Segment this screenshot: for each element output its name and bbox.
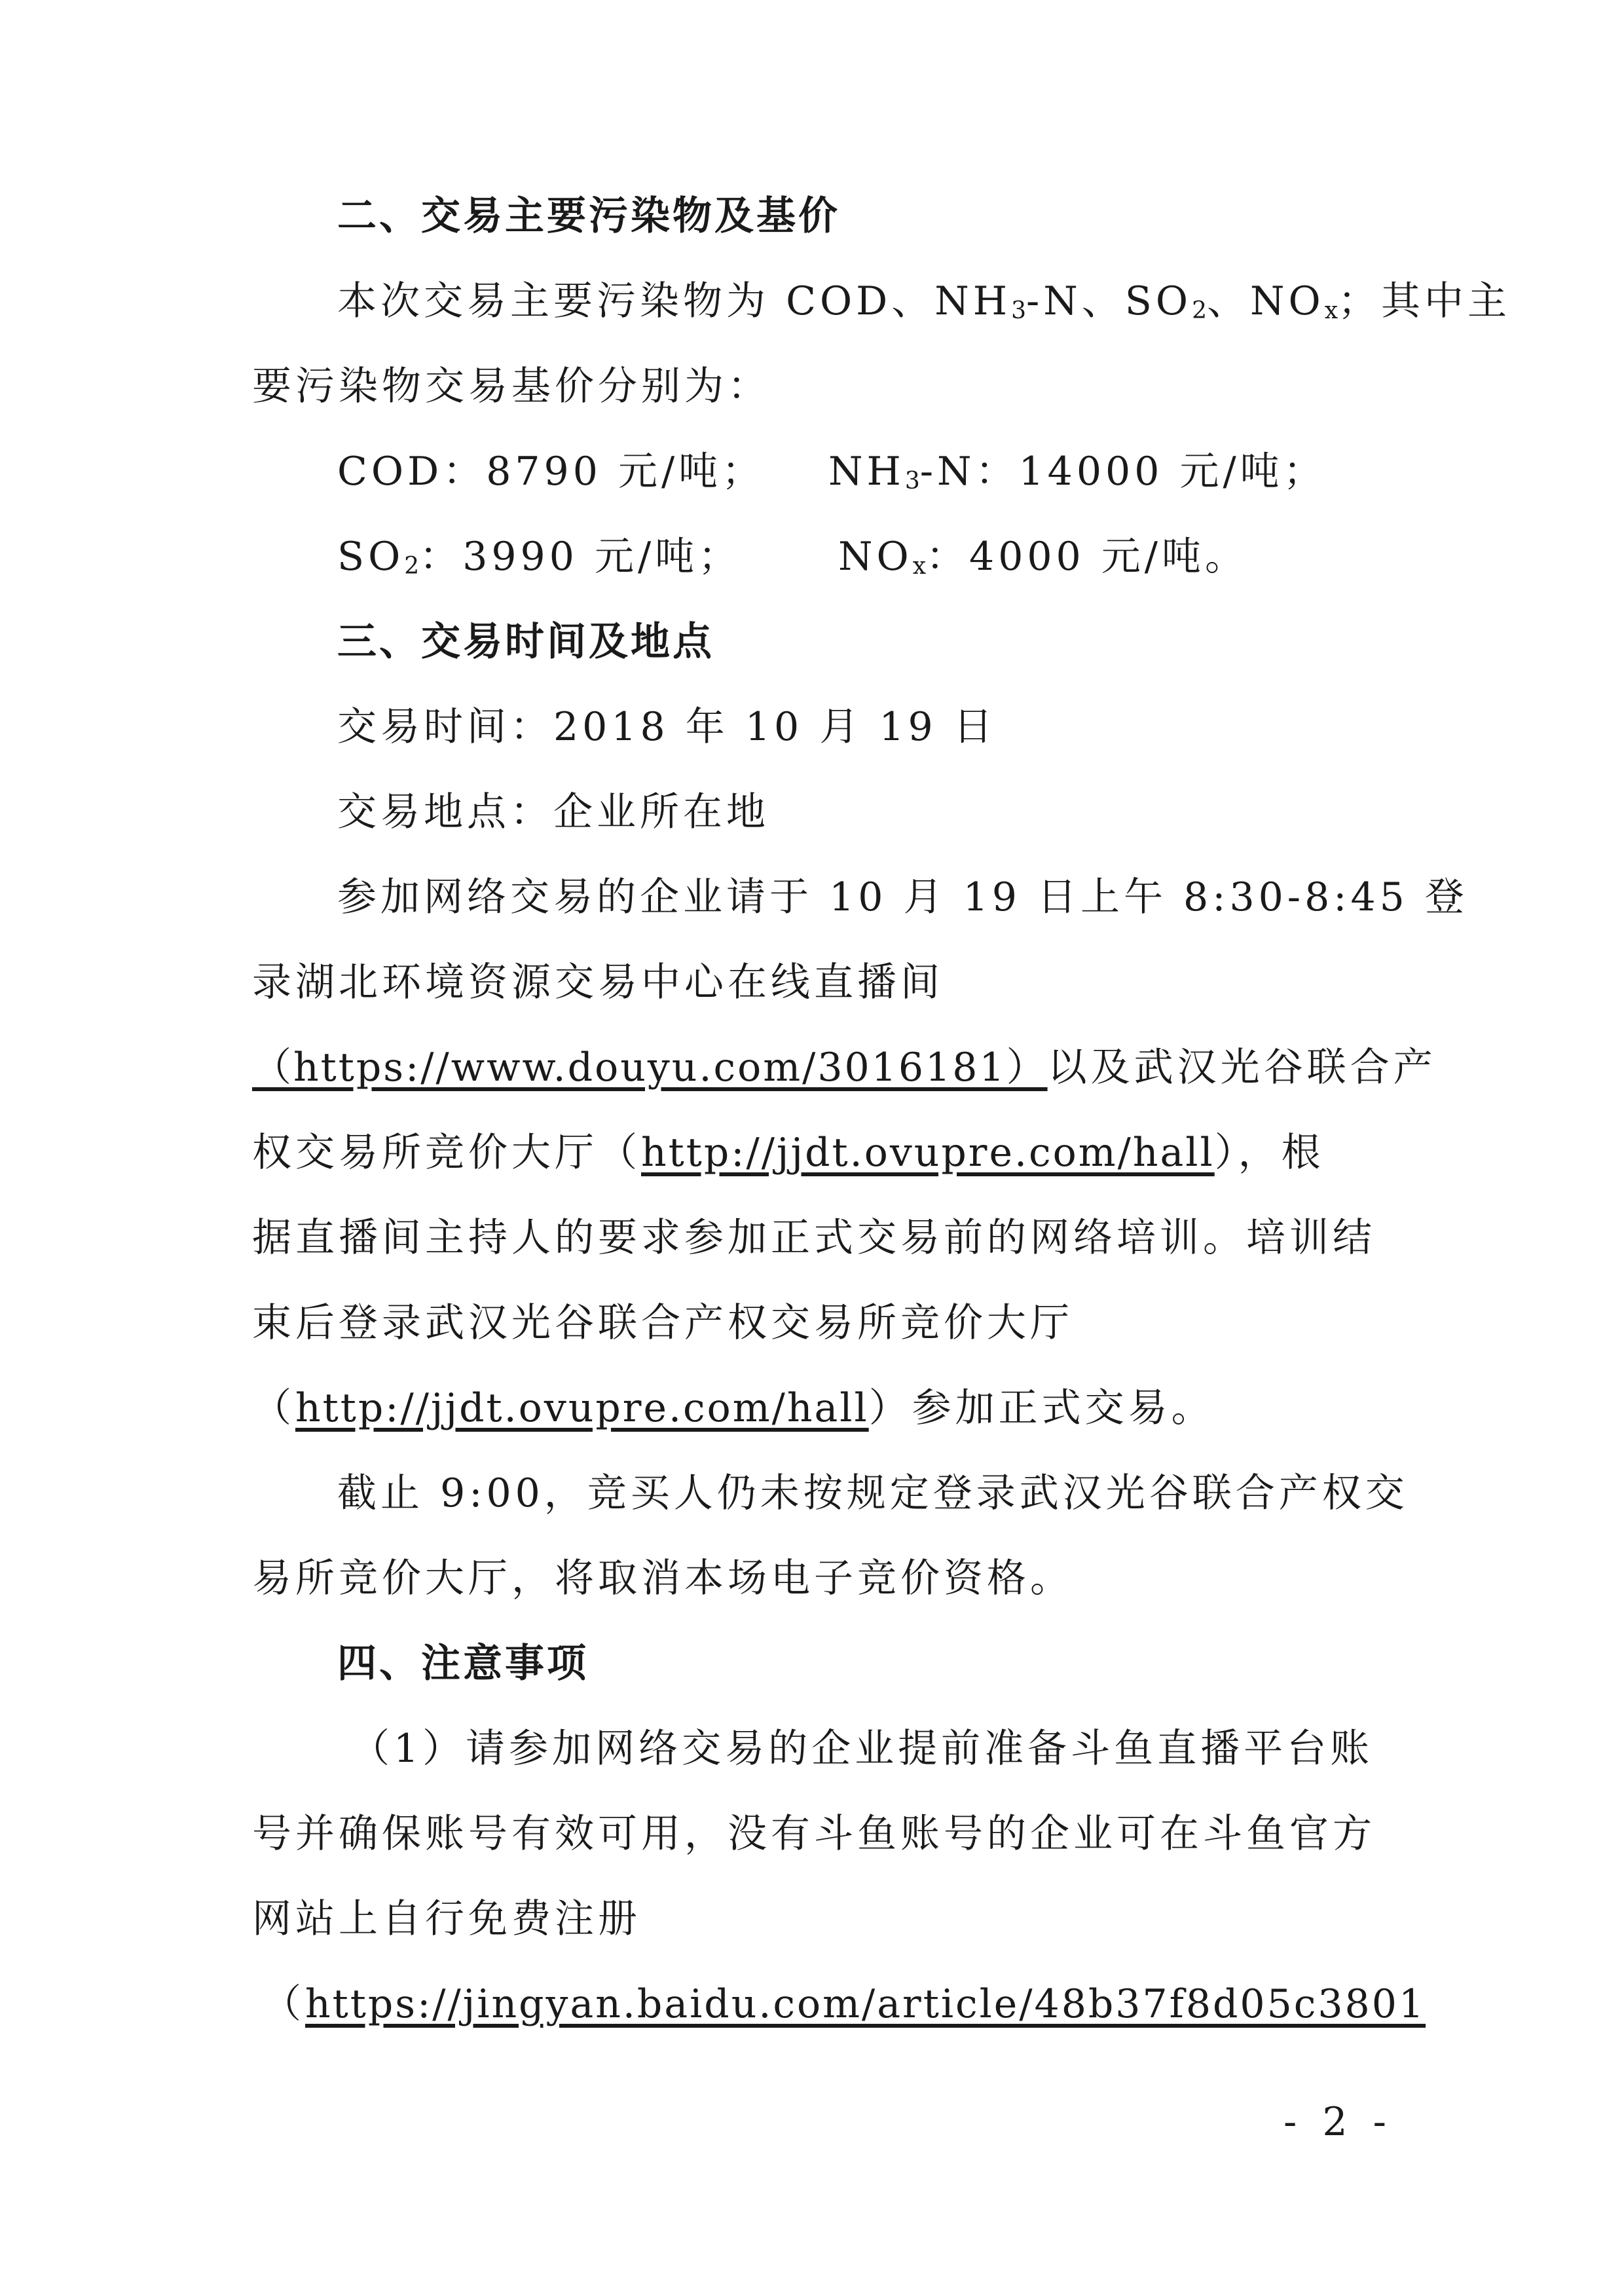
- text-segment: 以及武汉光谷联合产: [1047, 1045, 1437, 1090]
- item1-line3: 网站上自行免费注册: [252, 1896, 641, 1942]
- hall-link[interactable]: http://jjdt.ovupre.com/hall: [641, 1130, 1215, 1176]
- text-segment: （: [252, 1385, 295, 1431]
- price-cod: COD：8790 元/吨；: [337, 449, 766, 494]
- trade-time: 交易时间：2018 年 10 月 19 日: [337, 704, 997, 750]
- text-segment: ），根: [1214, 1130, 1325, 1176]
- text-segment: （: [262, 1981, 305, 2027]
- item1-line1: （1）请参加网络交易的企业提前准备斗鱼直播平台账: [350, 1726, 1374, 1772]
- text-segment: ）参加正式交易。: [868, 1385, 1215, 1431]
- para1-line2: 录湖北环境资源交易中心在线直播间: [252, 960, 944, 1005]
- text-segment: ；其中主: [1338, 278, 1511, 324]
- hall-link-2[interactable]: http://jjdt.ovupre.com/hall: [295, 1385, 869, 1431]
- page-number: - 2 -: [1283, 2099, 1393, 2145]
- subscript: 2: [404, 553, 420, 580]
- section2-intro-line1: [337, 275, 1511, 337]
- subscript: x: [912, 553, 927, 580]
- section-heading-2: 二、交易主要污染物及基价: [337, 193, 840, 239]
- baidu-link[interactable]: https://jingyan.baidu.com/article/48b37f8d05c3801: [305, 1981, 1426, 2027]
- para1-line7: [252, 1382, 1385, 1434]
- text-segment: NO: [838, 534, 913, 580]
- para2-line2: 易所竞价大厅，将取消本场电子竞价资格。: [252, 1556, 1073, 1601]
- douyu-link[interactable]: （https://www.douyu.com/3016181）: [252, 1045, 1048, 1090]
- text-segment: ：4000 元/吨。: [926, 534, 1248, 580]
- item1-line4: [262, 1978, 1426, 2030]
- subscript: 2: [1192, 297, 1207, 324]
- section2-intro-line2: 要污染物交易基价分别为：: [252, 363, 771, 409]
- para1-line5: 据直播间主持人的要求参加正式交易前的网络培训。培训结: [252, 1215, 1376, 1261]
- text-segment: -N：14000 元/吨；: [919, 449, 1327, 494]
- para1-line6: 束后登录武汉光谷联合产权交易所竞价大厅: [252, 1300, 1073, 1346]
- section-heading-4: 四、注意事项: [337, 1641, 589, 1687]
- price-nox: [838, 531, 1385, 593]
- section-heading-3: 三、交易时间及地点: [337, 619, 714, 665]
- trade-place: 交易地点：企业所在地: [337, 789, 769, 835]
- price-nh3n: [828, 445, 1385, 508]
- text-segment: 、NO: [1207, 278, 1325, 324]
- text-segment: 权交易所竞价大厅（: [252, 1130, 641, 1176]
- text-segment: SO: [337, 534, 405, 580]
- subscript: 3: [904, 468, 920, 494]
- text-segment: -N、SO: [1026, 278, 1192, 324]
- text-segment: ：3990 元/吨；: [419, 534, 742, 580]
- text-segment: NH: [828, 449, 905, 494]
- subscript: x: [1324, 297, 1338, 324]
- para1-line4: [252, 1127, 1385, 1179]
- para1-line3: [252, 1041, 1437, 1094]
- subscript: 3: [1011, 297, 1027, 324]
- text-segment: 本次交易主要污染物为 COD、NH: [337, 278, 1012, 324]
- para1-line1: 参加网络交易的企业请于 10 月 19 日上午 8:30-8:45 登: [337, 874, 1468, 920]
- para2-line1: 截止 9:00，竞买人仍未按规定登录武汉光谷联合产权交: [337, 1470, 1409, 1516]
- item1-line2: 号并确保账号有效可用，没有斗鱼账号的企业可在斗鱼官方: [252, 1811, 1376, 1857]
